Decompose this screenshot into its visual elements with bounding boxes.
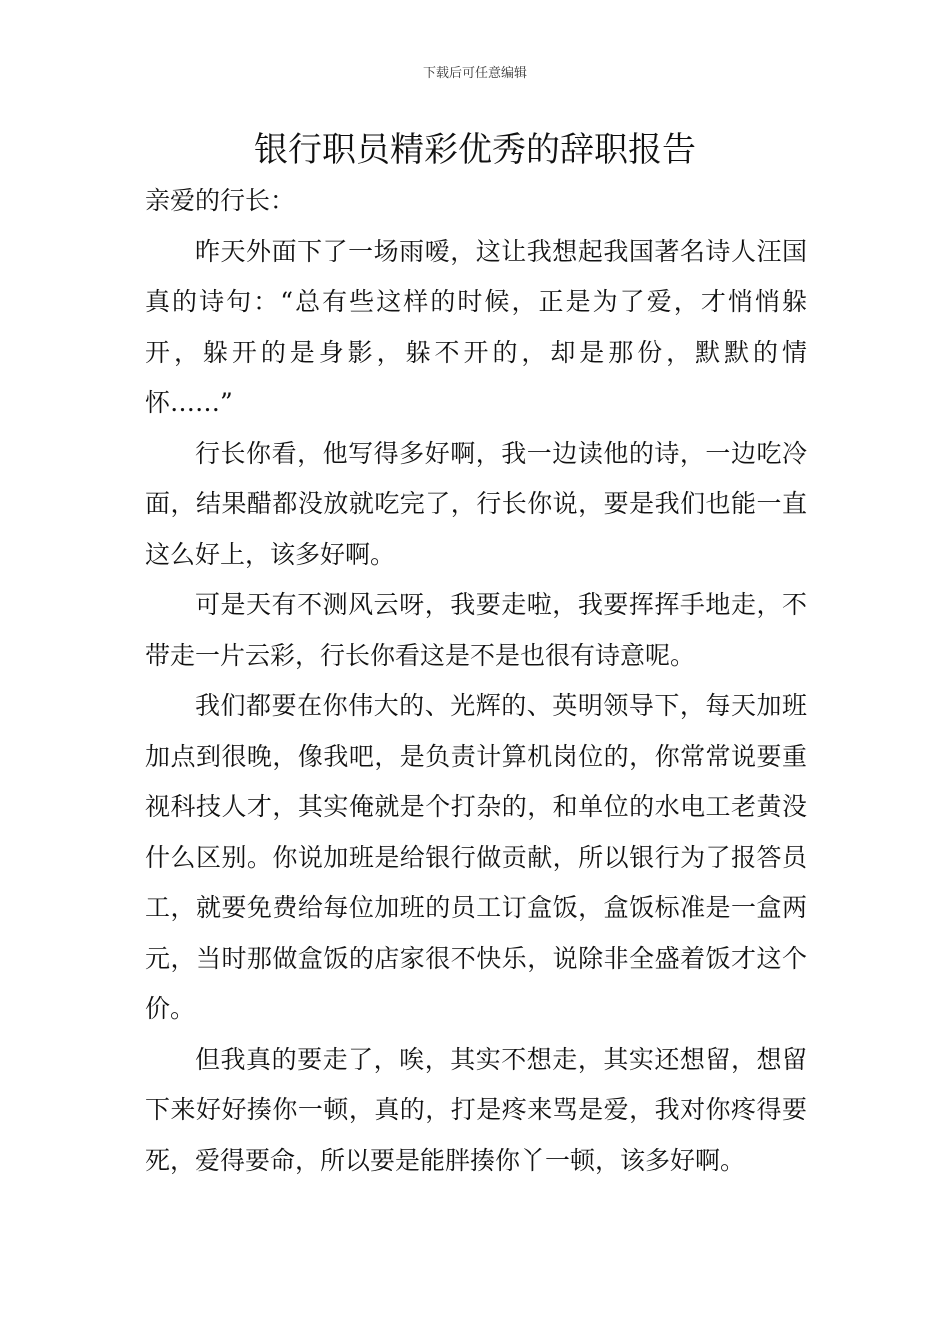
document-title: 银行职员精彩优秀的辞职报告 [254,130,696,170]
paragraph-1: 昨天外面下了一场雨嗳，这让我想起我国著名诗人汪国真的诗句：“总有些这样的时候，正是为了爱，才悄悄躲开，躲开的是身影，躲不开的，却是那份，默默的情怀……” [145,236,807,417]
paragraph-2: 行长你看，他写得多好啊，我一边读他的诗，一边吃冷面，结果醋都没放就吃完了，行长你说，要是我们也能一直这么好上，该多好啊。 [145,438,807,569]
paragraph-3: 可是天有不测风云呀，我要走啦，我要挥挥手地走，不带走一片云彩，行长你看这是不是也很有诗意呢。 [145,590,807,670]
document-body [145,176,807,1186]
header-note: 下载后可任意编辑 [422,66,527,81]
paragraph-5: 但我真的要走了，唉，其实不想走，其实还想留，想留下来好好揍你一顿，真的，打是疼来骂是爱，我对你疼得要死，爱得要命，所以要是能胖揍你丫一顿，该多好啊。 [145,1044,807,1175]
paragraph-4: 我们都要在你伟大的、光辉的、英明领导下，每天加班加点到很晚，像我吧，是负责计算机岗位的，你常常说要重视科技人才，其实俺就是个打杂的，和单位的水电工老黄没什么区别。你说加班是给银行做贡献，所以银行为了报答员工，就要免费给每位加班的员工订盒饭，盒饭标准是一盒两元，当时那做盒饭的店家很不快乐，说除非全盛着饭才这个价。 [145,691,807,1023]
greeting: 亲爱的行长： [145,186,296,215]
